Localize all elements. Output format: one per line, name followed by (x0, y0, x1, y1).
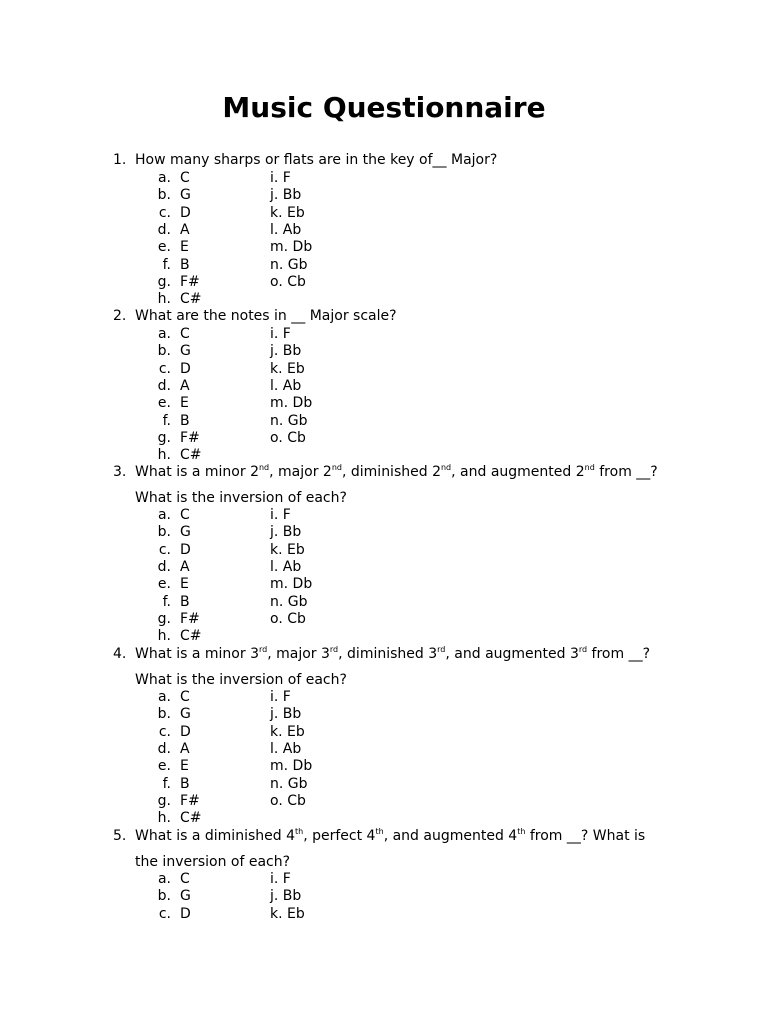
option-note: B (180, 256, 190, 273)
ordinal-suffix: nd (258, 463, 270, 472)
option-letter: c. (158, 723, 171, 740)
question-number: 2. (113, 308, 127, 324)
option-note-right: j. Bb (270, 888, 302, 905)
option-letter: g. (157, 273, 171, 290)
option-row (0, 758, 768, 775)
option-row (0, 542, 768, 559)
option-note-right: n. Gb (270, 593, 308, 610)
option-row (0, 776, 768, 793)
option-note: D (180, 905, 191, 922)
option-note-right: j. Bb (270, 187, 302, 204)
option-note: F# (180, 792, 200, 809)
option-note-right: i. F (270, 170, 291, 186)
option-row (0, 810, 768, 827)
option-note-right: m. Db (270, 758, 313, 775)
option-letter: a. (157, 507, 171, 523)
option-row (0, 361, 768, 378)
option-letter: b. (157, 888, 171, 905)
question-number: 4. (113, 646, 127, 662)
option-row (0, 291, 768, 308)
option-note-right: k. Eb (270, 360, 305, 377)
option-letter: c. (158, 541, 171, 558)
option-letter: g. (157, 610, 171, 627)
ordinal-suffix: rd (258, 645, 268, 654)
option-letter: d. (157, 740, 171, 757)
option-letter: c. (158, 204, 171, 221)
option-note: B (180, 412, 190, 429)
option-row (0, 430, 768, 447)
option-note-right: l. Ab (270, 221, 302, 238)
option-note: A (180, 558, 190, 575)
option-note: C (180, 689, 190, 705)
option-letter: e. (157, 395, 171, 412)
option-row (0, 888, 768, 905)
option-note-right: i. F (270, 871, 291, 887)
option-row (0, 793, 768, 810)
option-row (0, 257, 768, 274)
option-note: G (180, 187, 191, 204)
option-note: C# (180, 810, 202, 827)
option-letter: f. (162, 593, 171, 610)
question-number: 3. (113, 464, 127, 480)
option-row (0, 706, 768, 723)
option-note-right: n. Gb (270, 412, 308, 429)
option-note-right: n. Gb (270, 775, 308, 792)
option-letter: a. (157, 871, 171, 887)
option-note: E (180, 395, 189, 412)
option-note: G (180, 524, 191, 541)
option-note-right: o. Cb (270, 273, 306, 290)
option-note-right: k. Eb (270, 905, 305, 922)
option-note: D (180, 541, 191, 558)
option-row (0, 239, 768, 256)
option-note-right: m. Db (270, 576, 313, 593)
ordinal-suffix: nd (440, 463, 452, 472)
ordinal-suffix: rd (329, 645, 339, 654)
option-note-right: j. Bb (270, 343, 302, 360)
option-note: G (180, 343, 191, 360)
option-row (0, 343, 768, 360)
option-letter: h. (157, 810, 171, 827)
option-note-right: i. F (270, 507, 291, 523)
option-row (0, 447, 768, 464)
question-text: How many sharps or flats are in the key of__ Major? (135, 152, 498, 168)
option-letter: h. (157, 447, 171, 464)
option-note-right: l. Ab (270, 740, 302, 757)
option-letter: g. (157, 792, 171, 809)
option-letter: e. (157, 239, 171, 256)
option-note-right: o. Cb (270, 429, 306, 446)
option-letter: e. (157, 758, 171, 775)
option-row (0, 906, 768, 923)
option-note-right: l. Ab (270, 377, 302, 394)
option-letter: h. (157, 628, 171, 645)
option-row (0, 222, 768, 239)
option-note: G (180, 888, 191, 905)
option-note: F# (180, 273, 200, 290)
option-row (0, 413, 768, 430)
option-note-right: j. Bb (270, 706, 302, 723)
option-letter: b. (157, 343, 171, 360)
ordinal-suffix: rd (437, 645, 446, 654)
option-letter: d. (157, 377, 171, 394)
question-text: What is a minor 3rd, major 3rd, diminished 3rd, and augmented 3rd from __? (135, 645, 651, 662)
question-text: What is a diminished 4th, perfect 4th, and augmented 4th from __? What is (135, 827, 646, 844)
option-letter: b. (157, 706, 171, 723)
ordinal-suffix: nd (331, 463, 342, 472)
option-note-right: k. Eb (270, 723, 305, 740)
option-note-right: k. Eb (270, 541, 305, 558)
option-letter: h. (157, 291, 171, 308)
option-row (0, 507, 768, 524)
page-title: Music Questionnaire (222, 91, 546, 124)
option-note: A (180, 740, 190, 757)
option-row (0, 576, 768, 593)
ordinal-suffix: rd (578, 645, 588, 654)
option-note: F# (180, 610, 200, 627)
option-row (0, 741, 768, 758)
ordinal-suffix: th (295, 827, 304, 836)
option-note: A (180, 377, 190, 394)
option-row (0, 326, 768, 343)
option-note-right: k. Eb (270, 204, 305, 221)
question-text: What is a minor 2nd, major 2nd, diminished 2nd, and augmented 2nd from __? (135, 463, 658, 480)
question-number: 5. (113, 828, 127, 844)
question-text: What are the notes in __ Major scale? (135, 308, 397, 324)
question-continuation: What is the inversion of each? (135, 490, 347, 506)
option-note: C# (180, 291, 202, 308)
option-row (0, 689, 768, 706)
option-letter: a. (157, 326, 171, 342)
option-row (0, 724, 768, 741)
option-note: F# (180, 429, 200, 446)
ordinal-suffix: th (375, 827, 384, 836)
option-note: D (180, 204, 191, 221)
option-row (0, 378, 768, 395)
option-note: E (180, 576, 189, 593)
option-row (0, 274, 768, 291)
option-note: D (180, 723, 191, 740)
question-continuation: What is the inversion of each? (135, 672, 347, 688)
option-letter: a. (157, 689, 171, 705)
option-row (0, 594, 768, 611)
option-note: A (180, 221, 190, 238)
ordinal-suffix: th (517, 827, 526, 836)
option-note: B (180, 775, 190, 792)
option-note-right: m. Db (270, 239, 313, 256)
option-note-right: l. Ab (270, 558, 302, 575)
option-row (0, 187, 768, 204)
option-letter: f. (162, 256, 171, 273)
option-note-right: i. F (270, 689, 291, 705)
question-continuation: the inversion of each? (135, 854, 291, 870)
option-note: C (180, 507, 190, 523)
option-letter: b. (157, 187, 171, 204)
question-number: 1. (113, 152, 127, 168)
option-letter: g. (157, 429, 171, 446)
option-letter: e. (157, 576, 171, 593)
option-note: C# (180, 628, 202, 645)
option-note-right: n. Gb (270, 256, 308, 273)
option-letter: f. (162, 775, 171, 792)
option-note: C# (180, 447, 202, 464)
option-letter: d. (157, 558, 171, 575)
option-row (0, 395, 768, 412)
ordinal-suffix: nd (584, 463, 595, 472)
option-row (0, 559, 768, 576)
option-row (0, 628, 768, 645)
option-row (0, 205, 768, 222)
option-note: E (180, 239, 189, 256)
option-letter: a. (157, 170, 171, 186)
option-note: G (180, 706, 191, 723)
option-row (0, 871, 768, 888)
option-note: C (180, 170, 190, 186)
option-note-right: o. Cb (270, 792, 306, 809)
option-note-right: i. F (270, 326, 291, 342)
option-letter: c. (158, 360, 171, 377)
option-note: E (180, 758, 189, 775)
option-note: B (180, 593, 190, 610)
option-letter: d. (157, 221, 171, 238)
option-letter: c. (158, 905, 171, 922)
option-note-right: m. Db (270, 395, 313, 412)
option-note: C (180, 326, 190, 342)
option-note-right: j. Bb (270, 524, 302, 541)
option-note-right: o. Cb (270, 610, 306, 627)
option-note: C (180, 871, 190, 887)
option-note: D (180, 360, 191, 377)
option-row (0, 524, 768, 541)
option-row (0, 611, 768, 628)
option-letter: f. (162, 412, 171, 429)
option-row (0, 170, 768, 187)
option-letter: b. (157, 524, 171, 541)
